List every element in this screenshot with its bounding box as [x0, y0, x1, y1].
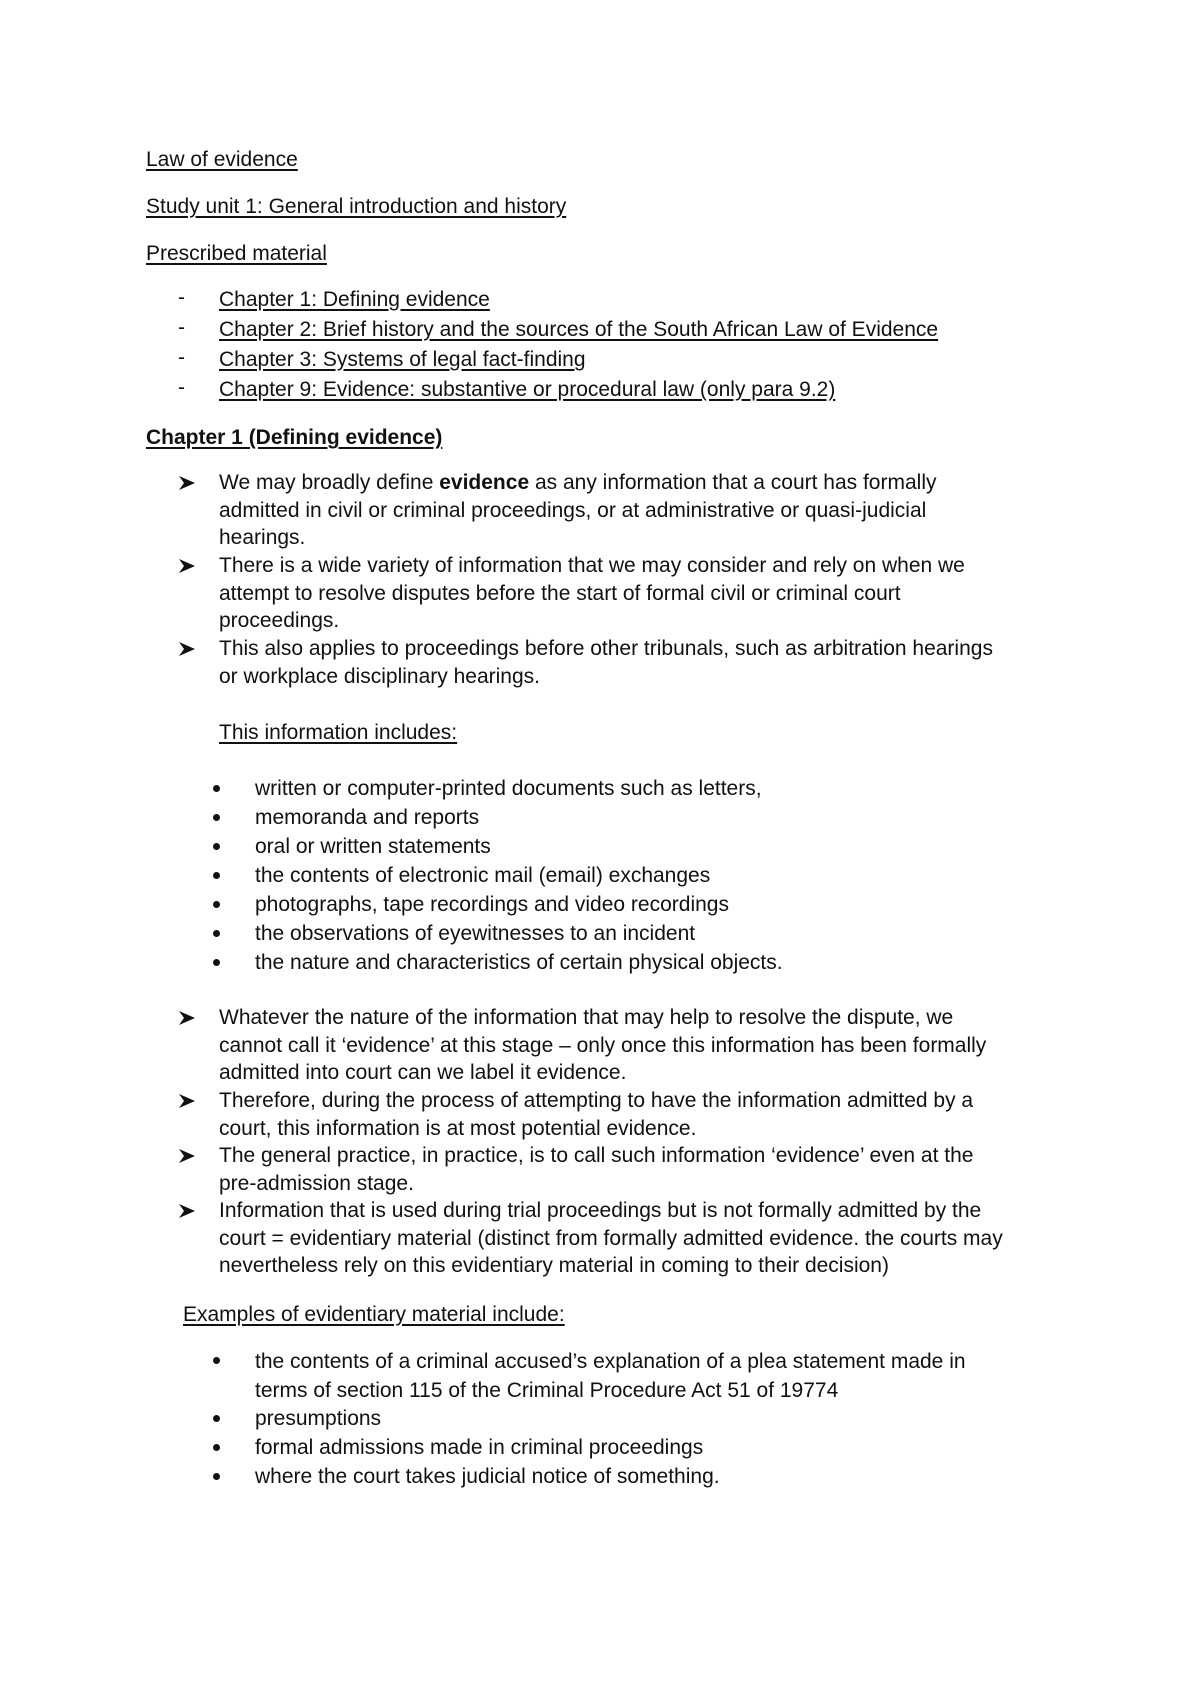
examples-heading: Examples of evidentiary material include: — [183, 1303, 565, 1326]
examples-item-line: the contents of a criminal accused’s explanation of a plea statement made in — [255, 1350, 966, 1373]
bullet-dot-icon — [213, 804, 223, 831]
examples-item: formal admissions made in criminal proceedings — [255, 1436, 704, 1459]
bullet-dot-icon — [213, 949, 223, 976]
prescribed-item: Chapter 1: Defining evidence — [219, 288, 490, 311]
arrow-item — [219, 552, 1079, 635]
includes-item: oral or written statements — [255, 835, 491, 858]
arrow-item — [219, 1087, 1079, 1142]
arrow-item-line: court, this information is at most potential evidence. — [219, 1116, 697, 1140]
arrow-bullet-icon — [178, 1004, 200, 1031]
includes-heading: This information includes: — [219, 721, 458, 744]
study-unit-heading: Study unit 1: General introduction and history — [146, 195, 567, 218]
arrow-bullet-icon — [178, 1087, 200, 1114]
arrow-item-line: or workplace disciplinary hearings. — [219, 664, 540, 688]
includes-item: photographs, tape recordings and video recordings — [255, 893, 729, 916]
bullet-dot-icon — [213, 891, 223, 918]
examples-item: presumptions — [255, 1407, 382, 1430]
includes-item: the nature and characteristics of certain physical objects. — [255, 951, 783, 974]
arrow-bullet-icon — [178, 552, 200, 579]
arrow-bullet-icon — [178, 635, 200, 662]
dash-marker: - — [178, 286, 185, 309]
arrow-item-line: This also applies to proceedings before other tribunals, such as arbitration hearings — [219, 637, 993, 660]
arrow-bullet-icon — [178, 1197, 200, 1224]
bullet-dot-icon — [213, 862, 223, 889]
bullet-dot-icon — [213, 1347, 223, 1374]
arrow-item — [219, 635, 1079, 690]
arrow-item-line: admitted in civil or criminal proceedings, or at administrative or quasi-judicial — [219, 498, 927, 522]
arrow-item-line: pre-admission stage. — [219, 1171, 414, 1195]
includes-item: the contents of electronic mail (email) exchanges — [255, 864, 711, 887]
prescribed-item: Chapter 9: Evidence: substantive or procedural law (only para 9.2) — [219, 378, 836, 401]
arrow-item-line: court = evidentiary material (distinct from formally admitted evidence. the courts may — [219, 1226, 1003, 1250]
arrow-item — [219, 469, 1079, 552]
bullet-dot-icon — [213, 833, 223, 860]
arrow-item-line: admitted into court can we label it evidence. — [219, 1061, 627, 1084]
includes-item: written or computer-printed documents such as letters, — [255, 777, 762, 800]
dash-marker: - — [178, 376, 185, 399]
bullet-dot-icon — [213, 775, 223, 802]
arrow-item-line: attempt to resolve disputes before the start of formal civil or criminal court — [219, 581, 901, 605]
examples-item: where the court takes judicial notice of something. — [255, 1465, 720, 1488]
prescribed-material-heading: Prescribed material — [146, 242, 327, 265]
bullet-dot-icon — [213, 1434, 223, 1461]
arrow-item-line: Whatever the nature of the information that may help to resolve the dispute, we — [219, 1006, 954, 1029]
arrow-item-line: We may broadly define evidence as any information that a court has formally — [219, 471, 937, 494]
arrow-bullet-icon — [178, 1142, 200, 1169]
arrow-item — [219, 1004, 1079, 1087]
arrow-item-line: nevertheless rely on this evidentiary material in coming to their decision) — [219, 1254, 889, 1277]
bullet-dot-icon — [213, 920, 223, 947]
arrow-bullet-icon — [178, 469, 200, 496]
includes-item: the observations of eyewitnesses to an incident — [255, 922, 696, 945]
dash-marker: - — [178, 346, 185, 369]
arrow-item-line: cannot call it ‘evidence’ at this stage – only once this information has been formally — [219, 1033, 987, 1057]
examples-item-line: terms of section 115 of the Criminal Procedure Act 51 of 19774 — [255, 1379, 839, 1402]
includes-item: memoranda and reports — [255, 806, 480, 829]
arrow-item-line: Therefore, during the process of attempting to have the information admitted by a — [219, 1089, 974, 1112]
arrow-item-line: hearings. — [219, 526, 306, 549]
arrow-item — [219, 1197, 1079, 1280]
arrow-item-line: There is a wide variety of information that we may consider and rely on when we — [219, 554, 965, 577]
chapter1-heading: Chapter 1 (Defining evidence) — [146, 426, 443, 449]
prescribed-item: Chapter 2: Brief history and the sources of the South African Law of Evidence — [219, 318, 939, 341]
examples-item — [255, 1347, 1115, 1405]
arrow-item — [219, 1142, 1079, 1197]
bullet-dot-icon — [213, 1405, 223, 1432]
dash-marker: - — [178, 316, 185, 339]
prescribed-item: Chapter 3: Systems of legal fact-finding — [219, 348, 586, 371]
document-title: Law of evidence — [146, 148, 298, 171]
arrow-item-line: proceedings. — [219, 609, 340, 632]
arrow-item-line: Information that is used during trial proceedings but is not formally admitted by the — [219, 1199, 982, 1222]
arrow-item-line: The general practice, in practice, is to call such information ‘evidence’ even at the — [219, 1144, 974, 1167]
keyword-evidence: evidence — [439, 471, 530, 494]
bullet-dot-icon — [213, 1463, 223, 1490]
